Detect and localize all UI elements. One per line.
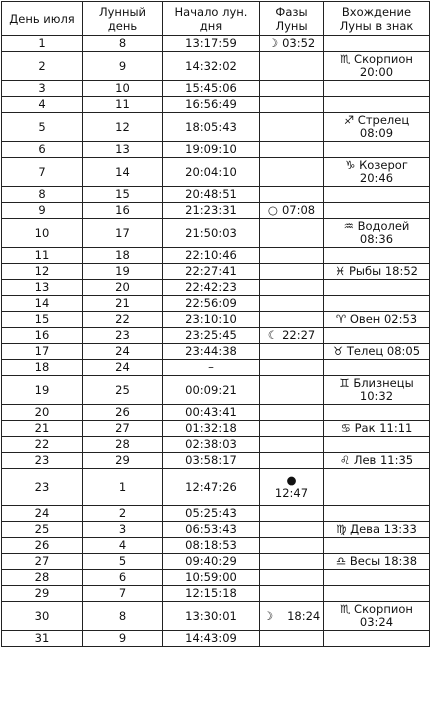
zodiac-sign-icon: ♎ [335, 554, 347, 568]
cell-phase [260, 522, 324, 538]
cell-phase [260, 113, 324, 142]
sign-time: 08:36 [359, 232, 394, 246]
cell-lunar-day: 1 [83, 469, 163, 506]
cell-phase [260, 296, 324, 312]
cell-start-time: 13:30:01 [163, 602, 260, 631]
table-row [2, 328, 430, 344]
cell-lunar-day: 10 [83, 81, 163, 97]
cell-phase [260, 158, 324, 187]
cell-day: 31 [2, 631, 83, 647]
cell-lunar-day: 15 [83, 187, 163, 203]
cell-start-time: 15:45:06 [163, 81, 260, 97]
cell-start-time: 09:40:29 [163, 554, 260, 570]
table-row [2, 360, 430, 376]
cell-day: 30 [2, 602, 83, 631]
table-row [2, 36, 430, 52]
cell-phase [260, 453, 324, 469]
cell-start-time: 02:38:03 [163, 437, 260, 453]
cell-phase [260, 344, 324, 360]
cell-phase [260, 437, 324, 453]
cell-sign [324, 97, 430, 113]
sign-name: Водолей [357, 219, 410, 233]
cell-sign [324, 142, 430, 158]
cell-day: 9 [2, 203, 83, 219]
cell-lunar-day: 17 [83, 219, 163, 248]
cell-sign [324, 280, 430, 296]
cell-sign [324, 602, 430, 631]
cell-sign [324, 506, 430, 522]
cell-phase [260, 219, 324, 248]
cell-start-time: 22:10:46 [163, 248, 260, 264]
cell-phase [260, 360, 324, 376]
cell-lunar-day: 22 [83, 312, 163, 328]
zodiac-sign-icon: ♓ [335, 264, 346, 278]
sign-name: Скорпион [354, 52, 413, 66]
cell-start-time: 00:43:41 [163, 405, 260, 421]
moon-phase-icon: ☽ [267, 36, 279, 50]
cell-sign [324, 631, 430, 647]
cell-day: 17 [2, 344, 83, 360]
table-row [2, 586, 430, 602]
cell-phase [260, 81, 324, 97]
cell-lunar-day: 6 [83, 570, 163, 586]
cell-phase [260, 570, 324, 586]
cell-lunar-day: 8 [83, 602, 163, 631]
table-row [2, 522, 430, 538]
zodiac-sign-icon: ♐ [343, 113, 355, 127]
cell-sign [324, 344, 430, 360]
phase-entry [268, 37, 315, 50]
phase-time: 22:27 [282, 328, 316, 342]
cell-day: 15 [2, 312, 83, 328]
cell-phase [260, 187, 324, 203]
header-start: Начало лун. дня [163, 2, 260, 36]
cell-start-time: 23:25:45 [163, 328, 260, 344]
header-phase: Фазы Луны [260, 2, 324, 36]
cell-day: 7 [2, 158, 83, 187]
cell-day: 4 [2, 97, 83, 113]
sign-time: 20:46 [359, 171, 394, 185]
sign-time: 18:52 [384, 264, 418, 278]
cell-day: 25 [2, 522, 83, 538]
cell-sign [324, 36, 430, 52]
moon-phase-icon: ○ [267, 203, 278, 217]
cell-day: 21 [2, 421, 83, 437]
table-row [2, 187, 430, 203]
zodiac-sign-icon: ♋ [340, 421, 351, 435]
sign-name: Близнецы [353, 376, 414, 390]
table-row [2, 469, 430, 506]
cell-sign [324, 453, 430, 469]
zodiac-sign-icon: ♈ [335, 312, 347, 326]
zodiac-sign-icon: ♊ [339, 376, 350, 390]
zodiac-sign-icon: ♏ [340, 602, 351, 616]
sign-time: 11:11 [379, 421, 413, 435]
cell-sign [324, 203, 430, 219]
cell-start-time: 14:32:02 [163, 52, 260, 81]
phase-time: 18:24 [287, 608, 321, 623]
cell-phase [260, 421, 324, 437]
phase-time: 03:52 [282, 36, 316, 50]
cell-start-time: 06:53:43 [163, 522, 260, 538]
zodiac-sign-icon: ♏ [340, 52, 351, 66]
zodiac-sign-icon: ♌ [339, 453, 351, 467]
table-row [2, 570, 430, 586]
cell-day: 24 [2, 506, 83, 522]
cell-phase [260, 36, 324, 52]
cell-lunar-day: 2 [83, 506, 163, 522]
header-day: День июля [2, 2, 83, 36]
header-lunar-day: Лунный день [83, 2, 163, 36]
table-row [2, 219, 430, 248]
cell-phase [260, 506, 324, 522]
cell-lunar-day: 5 [83, 554, 163, 570]
cell-lunar-day: 14 [83, 158, 163, 187]
cell-phase [260, 538, 324, 554]
cell-day: 13 [2, 280, 83, 296]
cell-phase [260, 602, 324, 631]
cell-lunar-day: 24 [83, 344, 163, 360]
table-row [2, 203, 430, 219]
cell-start-time: 23:10:10 [163, 312, 260, 328]
cell-start-time: 10:59:00 [163, 570, 260, 586]
cell-lunar-day: 4 [83, 538, 163, 554]
sign-time: 13:33 [383, 522, 417, 536]
cell-day: 27 [2, 554, 83, 570]
cell-start-time: 22:56:09 [163, 296, 260, 312]
cell-phase [260, 405, 324, 421]
sign-time: 11:35 [379, 453, 414, 467]
table-row [2, 376, 430, 405]
cell-start-time: 20:48:51 [163, 187, 260, 203]
cell-start-time: 00:09:21 [163, 376, 260, 405]
table-row [2, 113, 430, 142]
cell-day: 14 [2, 296, 83, 312]
sign-name: Весы [349, 554, 381, 568]
cell-sign [324, 437, 430, 453]
cell-lunar-day: 24 [83, 360, 163, 376]
cell-sign [324, 81, 430, 97]
table-row [2, 296, 430, 312]
cell-sign [324, 113, 430, 142]
cell-sign [324, 187, 430, 203]
table-row [2, 344, 430, 360]
table-header [2, 2, 430, 36]
phase-entry [275, 474, 308, 500]
cell-lunar-day: 23 [83, 328, 163, 344]
cell-sign [324, 538, 430, 554]
cell-start-time: 03:58:17 [163, 453, 260, 469]
cell-phase [260, 586, 324, 602]
cell-sign [324, 586, 430, 602]
sign-time: 03:24 [359, 615, 394, 629]
cell-sign [324, 554, 430, 570]
cell-start-time: 22:27:41 [163, 264, 260, 280]
cell-lunar-day: 21 [83, 296, 163, 312]
zodiac-sign-icon: ♍ [336, 522, 347, 536]
cell-day: 23 [2, 469, 83, 506]
table-row [2, 506, 430, 522]
phase-time: 07:08 [281, 203, 316, 217]
table-row [2, 554, 430, 570]
cell-sign [324, 296, 430, 312]
cell-day: 28 [2, 570, 83, 586]
cell-day: 23 [2, 453, 83, 469]
moon-phase-icon: ● [286, 473, 297, 487]
cell-lunar-day: 28 [83, 437, 163, 453]
cell-start-time: 21:50:03 [163, 219, 260, 248]
sign-name: Дева [350, 522, 381, 536]
cell-day: 2 [2, 52, 83, 81]
lunar-calendar-table [1, 1, 430, 647]
cell-day: 3 [2, 81, 83, 97]
table-row [2, 264, 430, 280]
table-row [2, 158, 430, 187]
table-row [2, 405, 430, 421]
cell-phase [260, 312, 324, 328]
table-row [2, 280, 430, 296]
cell-day: 5 [2, 113, 83, 142]
cell-phase [260, 264, 324, 280]
sign-name: Козерог [359, 158, 408, 172]
cell-phase [260, 469, 324, 506]
header-row [2, 2, 430, 36]
cell-start-time: 20:04:10 [163, 158, 260, 187]
cell-lunar-day: 9 [83, 631, 163, 647]
cell-day: 18 [2, 360, 83, 376]
cell-sign [324, 312, 430, 328]
sign-time: 02:53 [383, 312, 418, 326]
cell-start-time: 13:17:59 [163, 36, 260, 52]
cell-lunar-day: 26 [83, 405, 163, 421]
cell-sign [324, 219, 430, 248]
cell-day: 6 [2, 142, 83, 158]
cell-phase [260, 142, 324, 158]
cell-sign [324, 405, 430, 421]
cell-start-time: 21:23:31 [163, 203, 260, 219]
cell-sign [324, 469, 430, 506]
cell-sign [324, 264, 430, 280]
cell-day: 22 [2, 437, 83, 453]
sign-name: Телец [346, 344, 384, 358]
cell-lunar-day: 7 [83, 586, 163, 602]
sign-time: 10:32 [359, 389, 394, 403]
sign-name: Стрелец [357, 113, 410, 127]
sign-name: Овен [349, 312, 381, 326]
cell-start-time: 12:15:18 [163, 586, 260, 602]
cell-lunar-day: 11 [83, 97, 163, 113]
cell-start-time: 01:32:18 [163, 421, 260, 437]
cell-start-time: 18:05:43 [163, 113, 260, 142]
cell-start-time: 08:18:53 [163, 538, 260, 554]
cell-day: 1 [2, 36, 83, 52]
cell-lunar-day: 12 [83, 113, 163, 142]
cell-phase [260, 328, 324, 344]
sign-time: 18:38 [383, 554, 418, 568]
cell-start-time: 14:43:09 [163, 631, 260, 647]
cell-phase [260, 376, 324, 405]
cell-phase [260, 280, 324, 296]
table-row [2, 312, 430, 328]
cell-start-time: 23:44:38 [163, 344, 260, 360]
cell-sign [324, 328, 430, 344]
sign-name: Рак [354, 421, 376, 435]
cell-start-time: 22:42:23 [163, 280, 260, 296]
lunar-calendar [1, 1, 430, 647]
cell-day: 19 [2, 376, 83, 405]
table-row [2, 453, 430, 469]
cell-sign [324, 421, 430, 437]
cell-lunar-day: 20 [83, 280, 163, 296]
cell-day: 20 [2, 405, 83, 421]
cell-sign [324, 248, 430, 264]
header-sign: Вхождение Луны в знак [324, 2, 430, 36]
cell-lunar-day: 9 [83, 52, 163, 81]
cell-phase [260, 97, 324, 113]
cell-phase [260, 248, 324, 264]
sign-name: Скорпион [354, 602, 413, 616]
cell-lunar-day: 3 [83, 522, 163, 538]
table-row [2, 248, 430, 264]
phase-time: 12:47 [274, 486, 309, 500]
table-row [2, 437, 430, 453]
cell-day: 11 [2, 248, 83, 264]
cell-lunar-day: 27 [83, 421, 163, 437]
cell-sign [324, 522, 430, 538]
table-row [2, 81, 430, 97]
table-row [2, 52, 430, 81]
cell-start-time: 19:09:10 [163, 142, 260, 158]
cell-sign [324, 570, 430, 586]
cell-day: 16 [2, 328, 83, 344]
sign-name: Рыбы [348, 264, 382, 278]
phase-entry [263, 610, 320, 623]
cell-phase [260, 631, 324, 647]
table-row [2, 97, 430, 113]
table-row [2, 142, 430, 158]
cell-day: 8 [2, 187, 83, 203]
moon-phase-icon: ☾ [267, 328, 279, 342]
cell-lunar-day: 13 [83, 142, 163, 158]
table-row [2, 602, 430, 631]
cell-day: 26 [2, 538, 83, 554]
cell-lunar-day: 19 [83, 264, 163, 280]
sign-time: 08:09 [359, 126, 394, 140]
sign-time: 20:00 [359, 65, 394, 79]
zodiac-sign-icon: ♑ [345, 158, 356, 172]
moon-phase-icon: ☽ [262, 608, 274, 623]
cell-phase [260, 554, 324, 570]
cell-day: 29 [2, 586, 83, 602]
phase-entry [268, 329, 315, 342]
sign-time: 08:05 [386, 344, 421, 358]
cell-start-time: – [163, 360, 260, 376]
cell-sign [324, 360, 430, 376]
cell-lunar-day: 25 [83, 376, 163, 405]
cell-phase [260, 203, 324, 219]
cell-lunar-day: 29 [83, 453, 163, 469]
cell-start-time: 16:56:49 [163, 97, 260, 113]
zodiac-sign-icon: ♒ [343, 219, 354, 233]
cell-sign [324, 376, 430, 405]
sign-name: Лев [353, 453, 377, 467]
cell-lunar-day: 8 [83, 36, 163, 52]
table-body [2, 36, 430, 647]
cell-day: 10 [2, 219, 83, 248]
zodiac-sign-icon: ♉ [332, 344, 344, 358]
phase-entry [268, 204, 315, 217]
cell-sign [324, 52, 430, 81]
table-row [2, 421, 430, 437]
cell-day: 12 [2, 264, 83, 280]
cell-lunar-day: 16 [83, 203, 163, 219]
cell-start-time: 12:47:26 [163, 469, 260, 506]
table-row [2, 631, 430, 647]
cell-phase [260, 52, 324, 81]
cell-start-time: 05:25:43 [163, 506, 260, 522]
table-row [2, 538, 430, 554]
cell-lunar-day: 18 [83, 248, 163, 264]
cell-sign [324, 158, 430, 187]
